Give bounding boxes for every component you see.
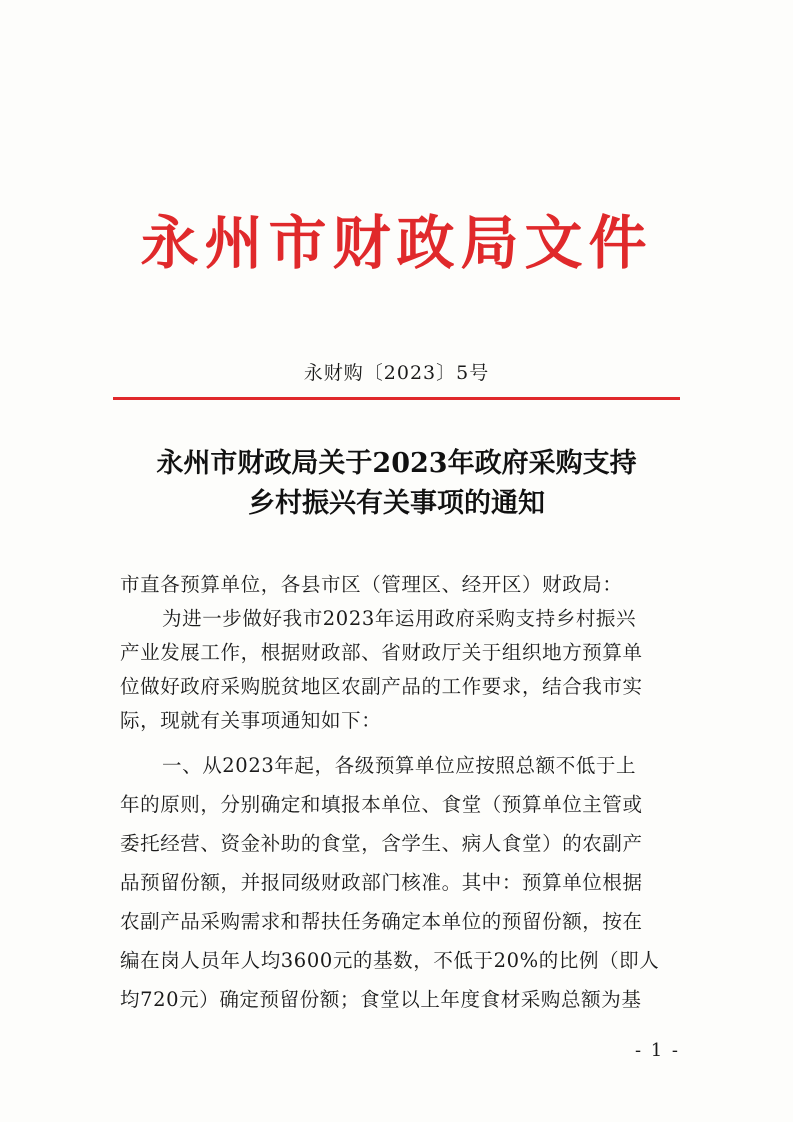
paragraph-line: 为进一步做好我市2023年运用政府采购支持乡村振兴 [162,607,637,630]
page-number: - 1 - [634,1040,680,1061]
issuer-header: 永州市财政局文件 [140,209,653,277]
paragraph-line: 一、从2023年起，各级预算单位应按照总额不低于上 [162,754,637,777]
document-title-line-2: 乡村振兴有关事项的通知 [248,488,545,519]
paragraph-line: 年的原则，分别确定和填报本单位、食堂（预算单位主管或 [120,793,643,816]
paragraph-line: 编在岗人员年人均3600元的基数，不低于20%的比例（即人 [120,949,660,972]
paragraph-line: 位做好政府采购脱贫地区农副产品的工作要求，结合我市实 [120,675,643,698]
document-title-line-1: 永州市财政局关于2023年政府采购支持 [156,448,637,479]
salutation: 市直各预算单位，各县市区（管理区、经开区）财政局： [120,573,623,596]
paragraph-line: 产业发展工作，根据财政部、省财政厅关于组织地方预算单 [120,641,643,664]
paragraph-line: 品预留份额，并报同级财政部门核准。其中：预算单位根据 [120,871,643,894]
paragraph-line: 均720元）确定预留份额；食堂以上年度食材采购总额为基 [120,988,642,1011]
paragraph-line: 农副产品采购需求和帮扶任务确定本单位的预留份额，按在 [120,910,643,933]
red-divider-line [113,397,680,400]
paragraph-line: 委托经营、资金补助的食堂，含学生、病人食堂）的农副产 [120,832,643,855]
document-number: 永财购〔2023〕5号 [303,362,490,384]
paragraph-line: 际，现就有关事项通知如下： [120,709,382,732]
